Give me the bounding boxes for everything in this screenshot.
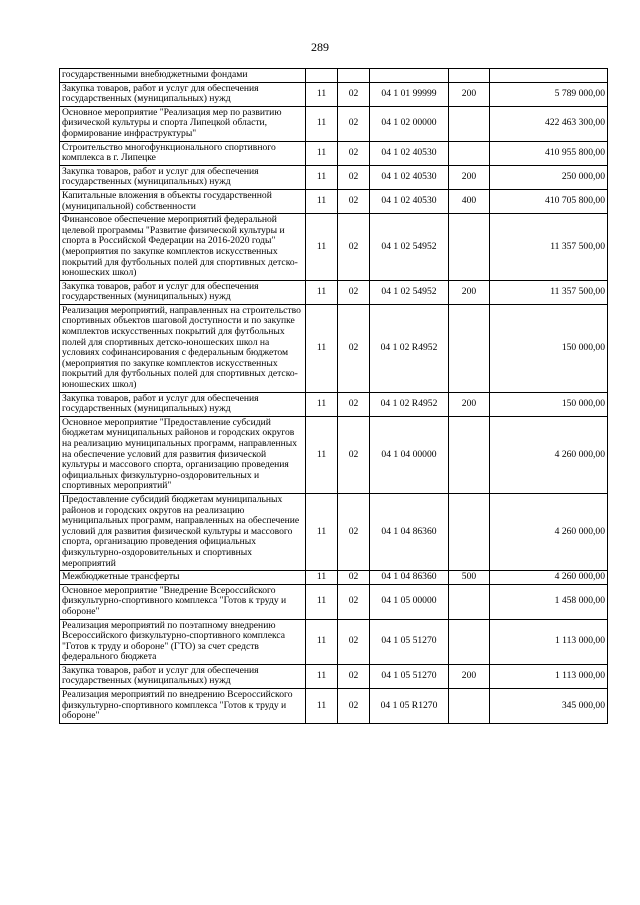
- table-row: [60, 416, 608, 493]
- section-code-cell: 11: [306, 304, 338, 392]
- expense-type-cell: 200: [449, 82, 490, 106]
- subsection-code-cell: 02: [338, 214, 370, 281]
- target-article-cell: 04 1 02 00000: [370, 106, 449, 141]
- item-name-cell: Закупка товаров, работ и услуг для обеспечения государственных (муниципальных) нужд: [60, 664, 306, 688]
- subsection-code-cell: 02: [338, 189, 370, 213]
- table-row: [60, 493, 608, 570]
- expense-type-cell: 200: [449, 392, 490, 416]
- item-name-cell: Закупка товаров, работ и услуг для обеспечения государственных (муниципальных) нужд: [60, 82, 306, 106]
- expense-type-cell: 200: [449, 664, 490, 688]
- expense-type-cell: [449, 689, 490, 724]
- expense-type-cell: [449, 214, 490, 281]
- subsection-code-cell: 02: [338, 584, 370, 619]
- expense-type-cell: [449, 493, 490, 570]
- table-row: [60, 141, 608, 165]
- item-name-cell: государственными внебюджетными фондами: [60, 69, 306, 83]
- target-article-cell: 04 1 04 00000: [370, 416, 449, 493]
- expense-type-cell: 200: [449, 280, 490, 304]
- expense-type-cell: [449, 584, 490, 619]
- section-code-cell: [306, 69, 338, 83]
- target-article-cell: 04 1 05 00000: [370, 584, 449, 619]
- item-name-cell: Капитальные вложения в объекты государственной (муниципальной) собственности: [60, 189, 306, 213]
- target-article-cell: 04 1 02 54952: [370, 214, 449, 281]
- table-row: [60, 664, 608, 688]
- amount-cell: 1 458 000,00: [490, 584, 608, 619]
- section-code-cell: 11: [306, 664, 338, 688]
- item-name-cell: Финансовое обеспечение мероприятий федеральной целевой программы "Развитие физической культуры и спорта в Российской Федерации на 2016-2020 годы" (мероприятия по закупке комплектов искусственных покрытий для футбольных полей для спортивных детско-юношеских школ): [60, 214, 306, 281]
- section-code-cell: 11: [306, 141, 338, 165]
- section-code-cell: 11: [306, 416, 338, 493]
- section-code-cell: 11: [306, 280, 338, 304]
- expense-type-cell: [449, 106, 490, 141]
- amount-cell: 150 000,00: [490, 392, 608, 416]
- amount-cell: 250 000,00: [490, 165, 608, 189]
- subsection-code-cell: 02: [338, 82, 370, 106]
- section-code-cell: 11: [306, 165, 338, 189]
- expense-type-cell: [449, 304, 490, 392]
- section-code-cell: 11: [306, 493, 338, 570]
- subsection-code-cell: 02: [338, 571, 370, 585]
- budget-table-body: [60, 69, 608, 724]
- table-row: [60, 189, 608, 213]
- subsection-code-cell: 02: [338, 141, 370, 165]
- amount-cell: 345 000,00: [490, 689, 608, 724]
- section-code-cell: 11: [306, 571, 338, 585]
- target-article-cell: 04 1 04 86360: [370, 493, 449, 570]
- table-row: [60, 82, 608, 106]
- target-article-cell: 04 1 05 51270: [370, 664, 449, 688]
- amount-cell: 150 000,00: [490, 304, 608, 392]
- table-row: [60, 280, 608, 304]
- amount-cell: 4 260 000,00: [490, 571, 608, 585]
- subsection-code-cell: 02: [338, 416, 370, 493]
- amount-cell: 1 113 000,00: [490, 664, 608, 688]
- table-row: [60, 392, 608, 416]
- item-name-cell: Закупка товаров, работ и услуг для обеспечения государственных (муниципальных) нужд: [60, 392, 306, 416]
- target-article-cell: 04 1 02 R4952: [370, 392, 449, 416]
- expense-type-cell: 400: [449, 189, 490, 213]
- target-article-cell: 04 1 02 40530: [370, 189, 449, 213]
- page-number: 289: [311, 40, 329, 54]
- subsection-code-cell: 02: [338, 619, 370, 664]
- target-article-cell: [370, 69, 449, 83]
- section-code-cell: 11: [306, 392, 338, 416]
- item-name-cell: Реализация мероприятий по внедрению Всероссийского физкультурно-спортивного комплекса "Готов к труду и обороне": [60, 689, 306, 724]
- expense-type-cell: 500: [449, 571, 490, 585]
- amount-cell: 422 463 300,00: [490, 106, 608, 141]
- section-code-cell: 11: [306, 189, 338, 213]
- target-article-cell: 04 1 02 R4952: [370, 304, 449, 392]
- amount-cell: 1 113 000,00: [490, 619, 608, 664]
- item-name-cell: Основное мероприятие "Предоставление субсидий бюджетам муниципальных районов и городских округов на реализацию муниципальных программ, направленных на обеспечение условий для развития физической культуры и массового спорта, организацию проведения официальных физкультурно-оздоровительных и спортивных мероприятий": [60, 416, 306, 493]
- amount-cell: 410 705 800,00: [490, 189, 608, 213]
- target-article-cell: 04 1 01 99999: [370, 82, 449, 106]
- item-name-cell: Основное мероприятие "Внедрение Всероссийского физкультурно-спортивного комплекса "Готов к труду и обороне": [60, 584, 306, 619]
- table-row: [60, 304, 608, 392]
- table-row: [60, 106, 608, 141]
- item-name-cell: Предоставление субсидий бюджетам муниципальных районов и городских округов на реализацию муниципальных программ, направленных на обеспечение условий для развития физической культуры и массового спорта, организацию проведения официальных физкультурно-оздоровительных и спортивных мероприятий: [60, 493, 306, 570]
- expense-type-cell: [449, 619, 490, 664]
- target-article-cell: 04 1 05 R1270: [370, 689, 449, 724]
- table-row: [60, 214, 608, 281]
- item-name-cell: Межбюджетные трансферты: [60, 571, 306, 585]
- expense-type-cell: [449, 416, 490, 493]
- expense-type-cell: [449, 69, 490, 83]
- subsection-code-cell: 02: [338, 304, 370, 392]
- section-code-cell: 11: [306, 584, 338, 619]
- table-row: [60, 69, 608, 83]
- item-name-cell: Закупка товаров, работ и услуг для обеспечения государственных (муниципальных) нужд: [60, 280, 306, 304]
- table-row: [60, 619, 608, 664]
- target-article-cell: 04 1 02 40530: [370, 141, 449, 165]
- table-row: [60, 165, 608, 189]
- subsection-code-cell: 02: [338, 392, 370, 416]
- section-code-cell: 11: [306, 106, 338, 141]
- target-article-cell: 04 1 02 40530: [370, 165, 449, 189]
- target-article-cell: 04 1 05 51270: [370, 619, 449, 664]
- amount-cell: 11 357 500,00: [490, 214, 608, 281]
- amount-cell: 11 357 500,00: [490, 280, 608, 304]
- amount-cell: 4 260 000,00: [490, 493, 608, 570]
- section-code-cell: 11: [306, 619, 338, 664]
- target-article-cell: 04 1 04 86360: [370, 571, 449, 585]
- subsection-code-cell: 02: [338, 165, 370, 189]
- expense-type-cell: [449, 141, 490, 165]
- table-row: [60, 571, 608, 585]
- amount-cell: 4 260 000,00: [490, 416, 608, 493]
- section-code-cell: 11: [306, 214, 338, 281]
- amount-cell: 5 789 000,00: [490, 82, 608, 106]
- subsection-code-cell: 02: [338, 106, 370, 141]
- expense-type-cell: 200: [449, 165, 490, 189]
- subsection-code-cell: [338, 69, 370, 83]
- budget-table: [59, 68, 608, 724]
- item-name-cell: Реализация мероприятий по поэтапному внедрению Всероссийского физкультурно-спортивного комплекса "Готов к труду и обороне" (ГТО) за счет средств федерального бюджета: [60, 619, 306, 664]
- table-row: [60, 689, 608, 724]
- target-article-cell: 04 1 02 54952: [370, 280, 449, 304]
- item-name-cell: Строительство многофункционального спортивного комплекса в г. Липецке: [60, 141, 306, 165]
- item-name-cell: Реализация мероприятий, направленных на строительство спортивных объектов шаговой доступности и по закупке комплектов искусственных покрытий для футбольных полей для спортивных детско-юношеских школ на условиях софинансирования с федеральным бюджетом (мероприятия по закупке комплектов искусственных покрытий для футбольных полей для спортивных детско-юношеских школ): [60, 304, 306, 392]
- subsection-code-cell: 02: [338, 280, 370, 304]
- amount-cell: [490, 69, 608, 83]
- subsection-code-cell: 02: [338, 689, 370, 724]
- item-name-cell: Основное мероприятие "Реализация мер по развитию физической культуры и спорта Липецкой области, формирование инфраструктуры": [60, 106, 306, 141]
- table-row: [60, 584, 608, 619]
- item-name-cell: Закупка товаров, работ и услуг для обеспечения государственных (муниципальных) нужд: [60, 165, 306, 189]
- subsection-code-cell: 02: [338, 664, 370, 688]
- amount-cell: 410 955 800,00: [490, 141, 608, 165]
- subsection-code-cell: 02: [338, 493, 370, 570]
- section-code-cell: 11: [306, 689, 338, 724]
- section-code-cell: 11: [306, 82, 338, 106]
